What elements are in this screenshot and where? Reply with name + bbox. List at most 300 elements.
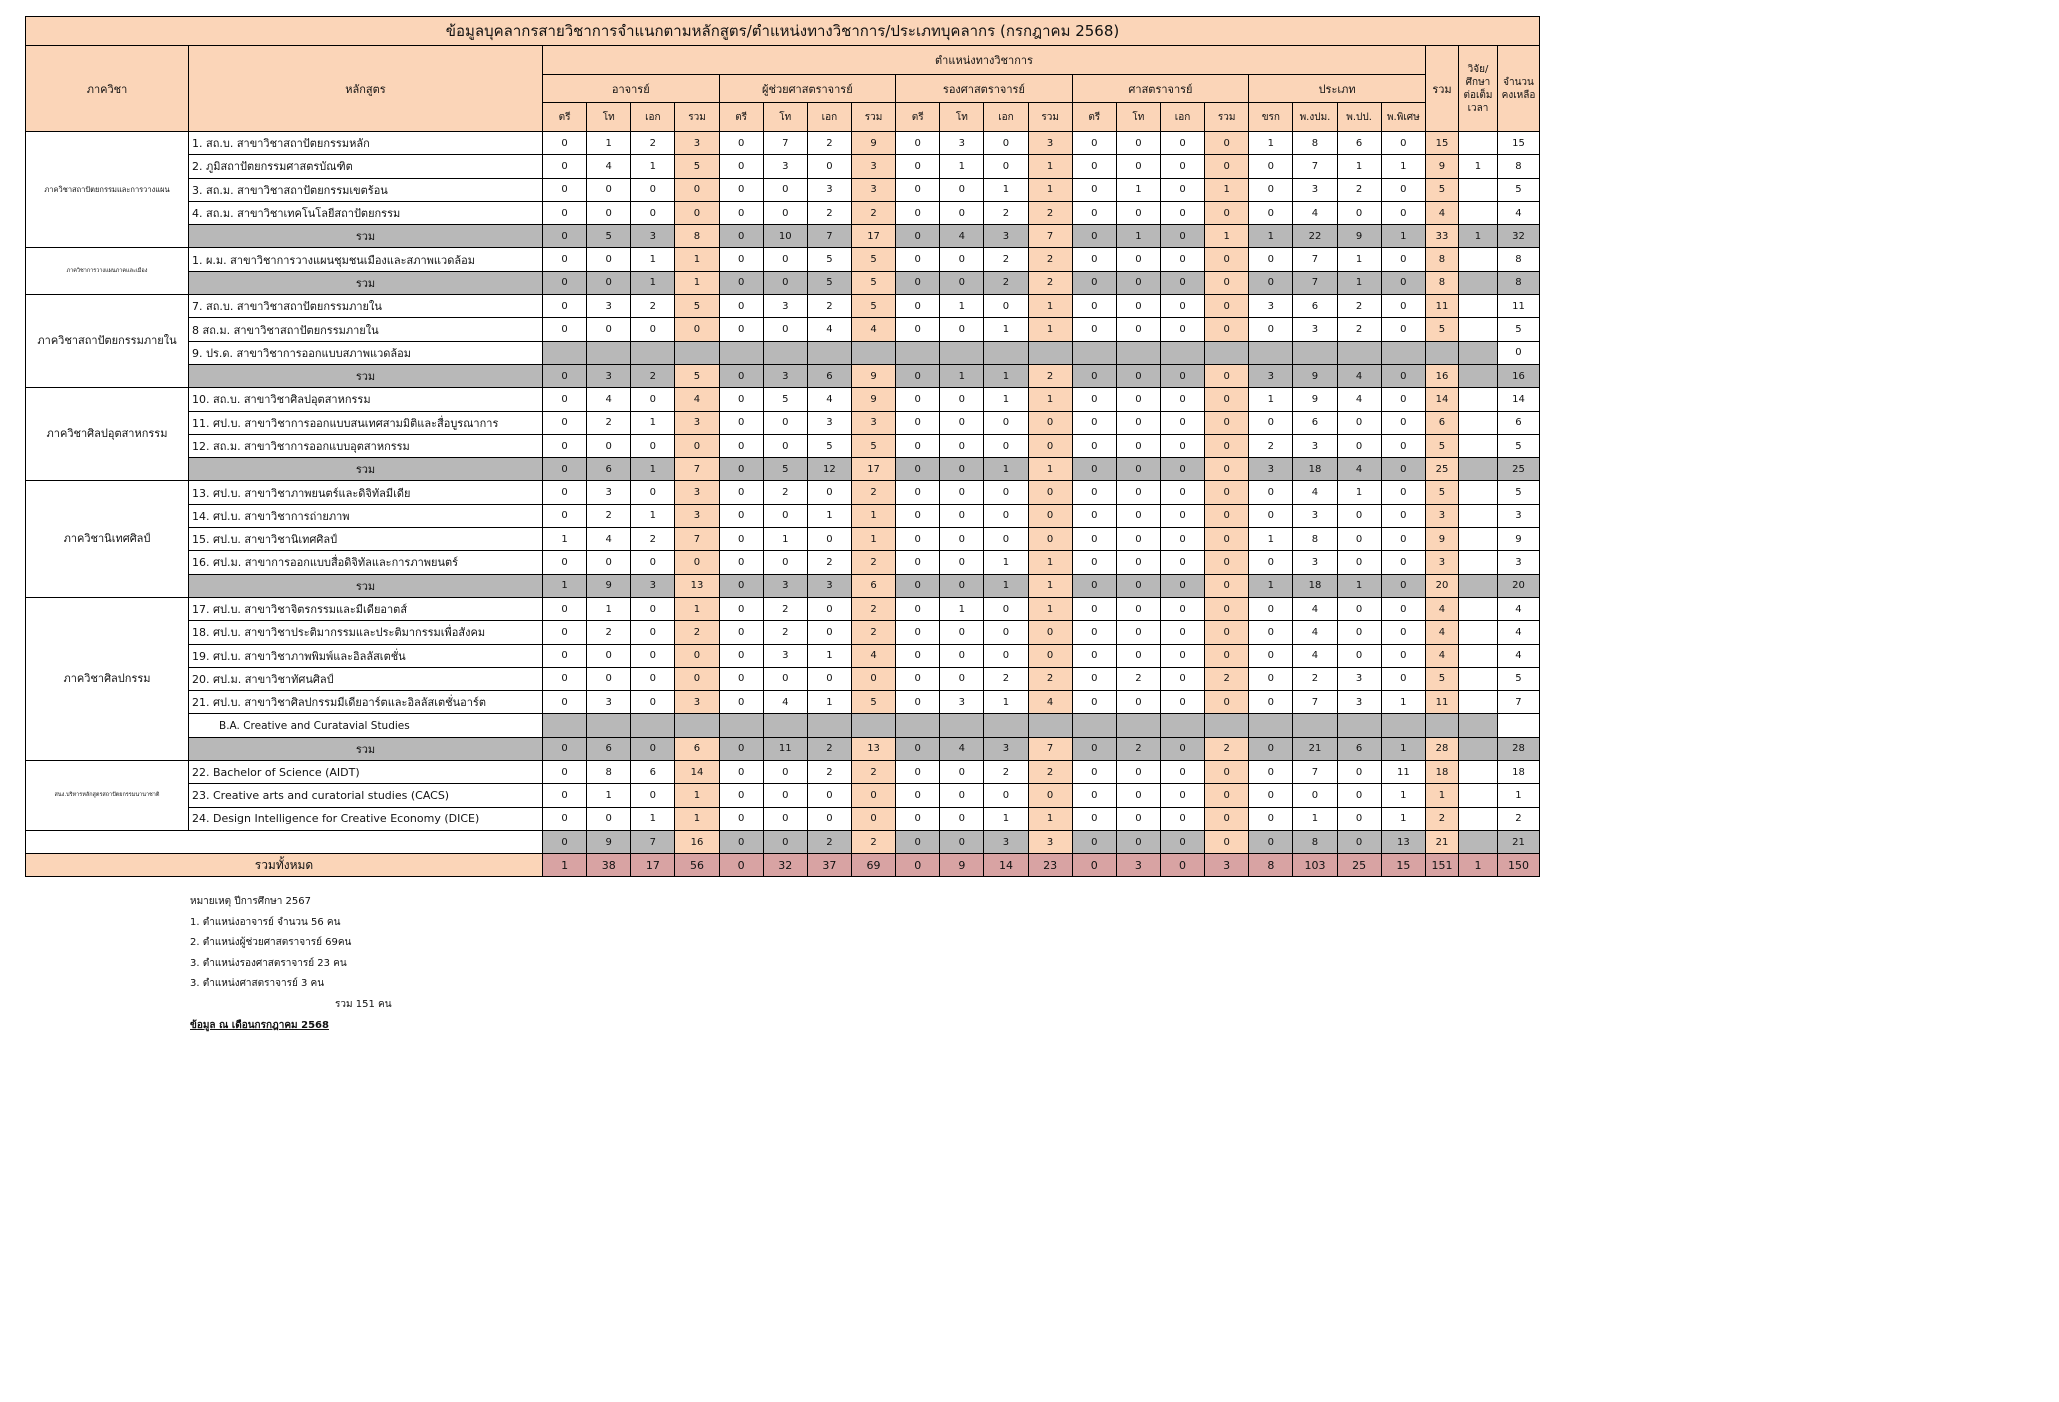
cell-value: 7	[1028, 225, 1072, 248]
cell-value: 11	[1425, 295, 1458, 318]
cell-value: 0	[1160, 504, 1204, 527]
sub-header: โท	[940, 103, 984, 132]
cell-value: 2	[1028, 201, 1072, 224]
cell-value: 2	[1028, 761, 1072, 784]
cell-value: 0	[1249, 761, 1293, 784]
cell-value: 3	[1337, 667, 1381, 690]
cell-value: 1	[1337, 271, 1381, 294]
cell-value: 1	[984, 458, 1028, 481]
table-row	[26, 132, 1540, 155]
cell-value: 0	[940, 551, 984, 574]
cell-value: 13	[1381, 830, 1425, 853]
cell-value: 0	[1160, 178, 1204, 201]
cell-value: 0	[1116, 318, 1160, 341]
cell-value: 0	[1160, 271, 1204, 294]
cell-value: 0	[587, 201, 631, 224]
grand-total-value: 3	[1116, 854, 1160, 877]
cell-value: 1	[1337, 481, 1381, 504]
cell-value: 4	[807, 388, 851, 411]
cell-value: 0	[763, 807, 807, 830]
cell-value	[896, 714, 940, 737]
cell-value: 1	[807, 644, 851, 667]
cell-value: 0	[1205, 761, 1249, 784]
cell-value: 0	[1249, 644, 1293, 667]
cell-value: 3	[1028, 132, 1072, 155]
cell-value: 16	[1425, 364, 1458, 387]
cell-value: 17	[851, 458, 895, 481]
cell-value: 2	[631, 132, 675, 155]
cell-value: 0	[940, 434, 984, 457]
cell-value: 0	[984, 481, 1028, 504]
cell-value: 0	[1205, 132, 1249, 155]
grand-total-value: 0	[1160, 854, 1204, 877]
cell-value: 2	[1205, 737, 1249, 760]
cell-value: 1	[984, 364, 1028, 387]
sub-header: พ.พิเศษ	[1381, 103, 1425, 132]
cell-value: 6	[1337, 132, 1381, 155]
cell-value: 0	[587, 318, 631, 341]
cell-value: 0	[1337, 504, 1381, 527]
cell-value: 0	[675, 644, 719, 667]
cell-value: 5	[675, 295, 719, 318]
cell-value: 0	[940, 621, 984, 644]
cell-value	[1458, 271, 1497, 294]
cell-value: 14	[1497, 388, 1539, 411]
cell-value: 17	[851, 225, 895, 248]
cell-value: 0	[1028, 481, 1072, 504]
cell-value: 6	[631, 761, 675, 784]
cell-value	[1249, 714, 1293, 737]
cell-value: 0	[896, 551, 940, 574]
cell-value: 7	[1293, 155, 1337, 178]
cell-value: 25	[1497, 458, 1539, 481]
cell-value: 0	[675, 434, 719, 457]
cell-value	[675, 341, 719, 364]
cell-value: 9	[1293, 364, 1337, 387]
cell-value: 0	[940, 574, 984, 597]
table-row	[26, 667, 1540, 690]
cell-value	[631, 714, 675, 737]
cell-value: 4	[1028, 691, 1072, 714]
cell-value: 3	[807, 178, 851, 201]
cell-value: 0	[940, 784, 984, 807]
grand-total-value: 56	[675, 854, 719, 877]
cell-value: 0	[1381, 201, 1425, 224]
program-name: 12. สถ.ม. สาขาวิชาการออกแบบอุตสาหกรรม	[189, 434, 543, 457]
cell-value: 0	[896, 201, 940, 224]
cell-value	[1205, 341, 1249, 364]
note-line: 3. ตำแหน่งศาสตราจารย์ 3 คน	[190, 978, 325, 990]
cell-value: 0	[1116, 411, 1160, 434]
cell-value: 0	[543, 784, 587, 807]
cell-value: 5	[1497, 667, 1539, 690]
cell-value: 2	[1028, 667, 1072, 690]
cell-value: 2	[851, 551, 895, 574]
cell-value: 0	[1160, 597, 1204, 620]
cell-value: 9	[1337, 225, 1381, 248]
cell-value	[1458, 574, 1497, 597]
cell-value: 1	[1293, 807, 1337, 830]
cell-value: 11	[763, 737, 807, 760]
summary-label: รวม	[189, 271, 543, 294]
cell-value: 8	[1293, 132, 1337, 155]
cell-value	[1458, 481, 1497, 504]
cell-value: 5	[1497, 178, 1539, 201]
cell-value: 2	[984, 248, 1028, 271]
grand-total-value: 25	[1337, 854, 1381, 877]
cell-value: 0	[543, 132, 587, 155]
cell-value: 0	[984, 434, 1028, 457]
program-name: 14. ศป.บ. สาขาวิชาการถ่ายภาพ	[189, 504, 543, 527]
cell-value: 1	[1249, 132, 1293, 155]
cell-value	[1458, 504, 1497, 527]
cell-value: 4	[851, 318, 895, 341]
cell-value: 0	[1116, 830, 1160, 853]
cell-value: 0	[1160, 132, 1204, 155]
cell-value: 0	[1249, 621, 1293, 644]
cell-value: 2	[1425, 807, 1458, 830]
program-name: 11. ศป.บ. สาขาวิชาการออกแบบสนเทศสามมิติและสื่อบูรณาการ	[189, 411, 543, 434]
cell-value: 33	[1425, 225, 1458, 248]
cell-value	[1458, 341, 1497, 364]
program-name: 16. ศป.ม. สาขาการออกแบบสื่อดิจิทัลและการภาพยนตร์	[189, 551, 543, 574]
cell-value: 0	[1116, 504, 1160, 527]
cell-value: 0	[1072, 528, 1116, 551]
cell-value: 2	[851, 621, 895, 644]
cell-value: 0	[1116, 248, 1160, 271]
cell-value: 0	[1205, 201, 1249, 224]
cell-value: 0	[587, 178, 631, 201]
grand-total-value: 32	[763, 854, 807, 877]
report-title: ข้อมูลบุคลากรสายวิชาการจำแนกตามหลักสูตร/ตำแหน่งทางวิชาการ/ประเภทบุคลากร (กรกฎาคม 2568)	[25, 16, 1540, 46]
cell-value	[675, 714, 719, 737]
cell-value: 6	[587, 737, 631, 760]
cell-value: 0	[940, 318, 984, 341]
program-name: 7. สถ.บ. สาขาวิชาสถาปัตยกรรมภายใน	[189, 295, 543, 318]
summary-label: รวม	[189, 737, 543, 760]
cell-value: 2	[1337, 295, 1381, 318]
cell-value: 0	[1337, 597, 1381, 620]
cell-value	[807, 714, 851, 737]
cell-value: 3	[675, 691, 719, 714]
cell-value: 5	[851, 271, 895, 294]
cell-value: 0	[1249, 504, 1293, 527]
cell-value: 0	[543, 621, 587, 644]
cell-value: 0	[1028, 411, 1072, 434]
note-line: 1. ตำแหน่งอาจารย์ จำนวน 56 คน	[190, 916, 341, 928]
cell-value: 1	[1028, 178, 1072, 201]
cell-value: 1	[543, 528, 587, 551]
cell-value: 4	[1293, 621, 1337, 644]
cell-value: 4	[1293, 597, 1337, 620]
summary-label: รวม	[189, 364, 543, 387]
cell-value: 0	[940, 807, 984, 830]
cell-value	[1458, 761, 1497, 784]
cell-value: 7	[1293, 761, 1337, 784]
cell-value: 28	[1425, 737, 1458, 760]
cell-value	[1458, 807, 1497, 830]
cell-value: 0	[1205, 434, 1249, 457]
cell-value: 15	[1425, 132, 1458, 155]
cell-value: 5	[1497, 481, 1539, 504]
cell-value: 1	[587, 132, 631, 155]
cell-value	[587, 341, 631, 364]
cell-value	[1458, 644, 1497, 667]
cell-value: 0	[719, 248, 763, 271]
cell-value: 1	[1249, 528, 1293, 551]
cell-value: 0	[1072, 271, 1116, 294]
cell-value: 0	[1160, 248, 1204, 271]
cell-value: 0	[631, 318, 675, 341]
cell-value: 1	[984, 388, 1028, 411]
program-name: 8 สถ.ม. สาขาวิชาสถาปัตยกรรมภายใน	[189, 318, 543, 341]
cell-value: 1	[1249, 225, 1293, 248]
cell-value: 7	[631, 830, 675, 853]
cell-value: 5	[807, 271, 851, 294]
cell-value: 0	[1028, 621, 1072, 644]
cell-value: 0	[940, 271, 984, 294]
cell-value: 1	[851, 504, 895, 527]
cell-value: 0	[719, 644, 763, 667]
cell-value: 0	[763, 551, 807, 574]
sub-header: เอก	[807, 103, 851, 132]
cell-value: 0	[1072, 761, 1116, 784]
cell-value: 5	[851, 691, 895, 714]
table-row	[26, 434, 1540, 457]
cell-value: 0	[1249, 597, 1293, 620]
cell-value: 2	[807, 201, 851, 224]
cell-value: 0	[1205, 295, 1249, 318]
cell-value: 0	[1028, 784, 1072, 807]
cell-value: 14	[1425, 388, 1458, 411]
cell-value: 2	[675, 621, 719, 644]
cell-value: 0	[1205, 248, 1249, 271]
table-row	[26, 597, 1540, 620]
cell-value	[763, 341, 807, 364]
cell-value: 0	[851, 807, 895, 830]
cell-value: 2	[851, 201, 895, 224]
cell-value: 0	[807, 667, 851, 690]
cell-value: 0	[896, 248, 940, 271]
cell-value: 1	[675, 248, 719, 271]
cell-value: 4	[1425, 201, 1458, 224]
cell-value: 6	[1293, 295, 1337, 318]
cell-value: 5	[1425, 667, 1458, 690]
cell-value: 3	[984, 830, 1028, 853]
cell-value: 0	[1072, 551, 1116, 574]
cell-value: 0	[1116, 132, 1160, 155]
cell-value: 0	[1072, 597, 1116, 620]
cell-value: 7	[763, 132, 807, 155]
sub-header: พ.งปม.	[1293, 103, 1337, 132]
cell-value: 0	[719, 201, 763, 224]
cell-value: 9	[1425, 155, 1458, 178]
cell-value: 0	[1028, 644, 1072, 667]
sub-header: ขรก	[1249, 103, 1293, 132]
cell-value: 0	[896, 388, 940, 411]
cell-value: 0	[1381, 481, 1425, 504]
cell-value: 20	[1497, 574, 1539, 597]
cell-value	[1458, 551, 1497, 574]
cell-value: 1	[1028, 155, 1072, 178]
cell-value: 0	[1160, 667, 1204, 690]
cell-value: 0	[896, 644, 940, 667]
cell-value: 0	[1072, 248, 1116, 271]
cell-value: 4	[940, 737, 984, 760]
cell-value: 5	[1425, 434, 1458, 457]
cell-value: 15	[1497, 132, 1539, 155]
cell-value: 0	[1072, 201, 1116, 224]
cell-value: 0	[1205, 574, 1249, 597]
cell-value: 7	[675, 528, 719, 551]
cell-value: 3	[851, 178, 895, 201]
cell-value: 3	[1425, 504, 1458, 527]
cell-value: 4	[675, 388, 719, 411]
cell-value: 0	[1116, 807, 1160, 830]
cell-value	[719, 341, 763, 364]
cell-value: 0	[1116, 597, 1160, 620]
table-row	[26, 761, 1540, 784]
cell-value: 0	[1028, 504, 1072, 527]
cell-value: 0	[1381, 667, 1425, 690]
cell-value: 5	[851, 434, 895, 457]
cell-value	[1116, 714, 1160, 737]
cell-value: 0	[675, 667, 719, 690]
cell-value: 5	[1497, 434, 1539, 457]
cell-value	[1458, 621, 1497, 644]
cell-value: 2	[1028, 271, 1072, 294]
cell-value: 0	[543, 761, 587, 784]
cell-value: 2	[763, 597, 807, 620]
cell-value: 0	[1249, 318, 1293, 341]
cell-value	[1497, 714, 1539, 737]
cell-value	[940, 341, 984, 364]
cell-value: 1	[631, 155, 675, 178]
cell-value: 0	[1072, 458, 1116, 481]
cell-value: 21	[1497, 830, 1539, 853]
cell-value: 1	[1337, 155, 1381, 178]
cell-value: 0	[719, 271, 763, 294]
cell-value: 3	[587, 295, 631, 318]
cell-value: 0	[763, 434, 807, 457]
cell-value: 0	[631, 178, 675, 201]
cell-value: 7	[1028, 737, 1072, 760]
cell-value: 0	[1381, 621, 1425, 644]
cell-value: 0	[1160, 784, 1204, 807]
cell-value: 0	[1160, 155, 1204, 178]
cell-value: 16	[1497, 364, 1539, 387]
cell-value: 9	[1497, 528, 1539, 551]
cell-value: 4	[1497, 201, 1539, 224]
cell-value: 1	[675, 784, 719, 807]
cell-value: 2	[807, 551, 851, 574]
cell-value: 0	[543, 155, 587, 178]
cell-value: 0	[1160, 318, 1204, 341]
cell-value: 0	[1116, 155, 1160, 178]
cell-value: 2	[763, 481, 807, 504]
cell-value: 3	[1293, 551, 1337, 574]
cell-value: 4	[1425, 597, 1458, 620]
cell-value: 0	[1337, 434, 1381, 457]
cell-value: 3	[675, 411, 719, 434]
cell-value: 0	[543, 667, 587, 690]
cell-value: 0	[1249, 155, 1293, 178]
cell-value: 8	[1293, 528, 1337, 551]
grand-total-value: 23	[1028, 854, 1072, 877]
cell-value: 0	[1116, 364, 1160, 387]
cell-value: 0	[984, 644, 1028, 667]
cell-value: 4	[587, 388, 631, 411]
cell-value: 4	[1425, 621, 1458, 644]
cell-value: 0	[1205, 481, 1249, 504]
program-name: 22. Bachelor of Science (AIDT)	[189, 761, 543, 784]
cell-value: 0	[719, 434, 763, 457]
cell-value: 0	[543, 411, 587, 434]
cell-value: 1	[631, 458, 675, 481]
cell-value: 0	[896, 132, 940, 155]
cell-value: 0	[1249, 830, 1293, 853]
group-header: ผู้ช่วยศาสตราจารย์	[719, 75, 896, 103]
cell-value: 1	[631, 248, 675, 271]
cell-value: 0	[1116, 481, 1160, 504]
cell-value: 2	[1116, 737, 1160, 760]
cell-value	[1458, 784, 1497, 807]
cell-value: 2	[851, 830, 895, 853]
cell-value: 1	[940, 295, 984, 318]
cell-value	[1458, 132, 1497, 155]
cell-value: 8	[1425, 248, 1458, 271]
cell-value: 2	[587, 504, 631, 527]
cell-value: 1	[851, 528, 895, 551]
cell-value: 1	[1028, 388, 1072, 411]
group-header: ประเภท	[1249, 75, 1426, 103]
program-name: 1. สถ.บ. สาขาวิชาสถาปัตยกรรมหลัก	[189, 132, 543, 155]
cell-value	[1337, 714, 1381, 737]
cell-value: 1	[675, 807, 719, 830]
table-header	[26, 46, 1540, 132]
cell-value: 18	[1293, 574, 1337, 597]
cell-value: 0	[1072, 411, 1116, 434]
grand-total-value: 150	[1497, 854, 1539, 877]
cell-value: 1	[631, 504, 675, 527]
cell-value: 16	[675, 830, 719, 853]
sub-header: รวม	[1028, 103, 1072, 132]
cell-value: 1	[984, 807, 1028, 830]
cell-value: 0	[940, 388, 984, 411]
program-name: 10. สถ.บ. สาขาวิชาศิลปอุตสาหกรรม	[189, 388, 543, 411]
program-name: 4. สถ.ม. สาขาวิชาเทคโนโลยีสถาปัตยกรรม	[189, 201, 543, 224]
cell-value: 0	[1205, 388, 1249, 411]
cell-value: 3	[1249, 458, 1293, 481]
cell-value: 2	[984, 201, 1028, 224]
cell-value: 0	[1205, 364, 1249, 387]
cell-value: 0	[807, 481, 851, 504]
cell-value: 0	[719, 667, 763, 690]
cell-value: 1	[631, 411, 675, 434]
cell-value: 0	[631, 784, 675, 807]
cell-value: 0	[719, 411, 763, 434]
cell-value: 0	[1381, 597, 1425, 620]
cell-value: 0	[763, 761, 807, 784]
cell-value	[587, 714, 631, 737]
dept-name: ภาควิชาสถาปัตยกรรมและการวางแผน	[26, 132, 189, 248]
cell-value: 0	[543, 271, 587, 294]
cell-value: 0	[1160, 807, 1204, 830]
cell-value: 0	[807, 528, 851, 551]
cell-value: 5	[851, 248, 895, 271]
cell-value: 0	[1381, 178, 1425, 201]
grand-total-label: รวมทั้งหมด	[26, 854, 543, 877]
